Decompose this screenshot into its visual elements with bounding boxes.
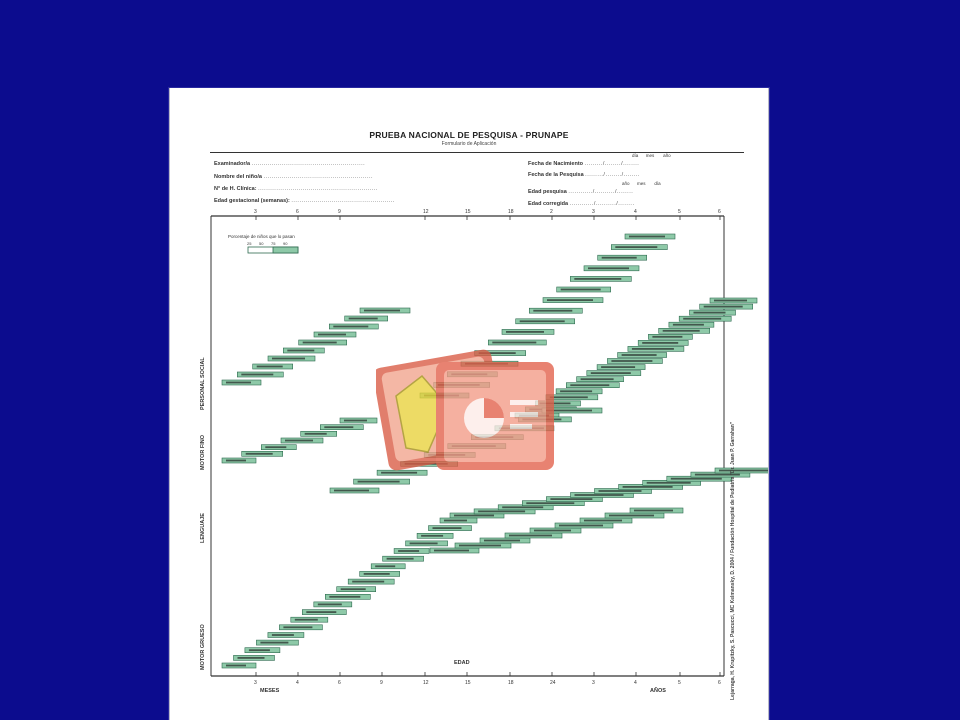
item-bar-label-stroke xyxy=(611,360,652,362)
date-header-top: día mes año xyxy=(632,153,671,158)
item-bar-label-stroke xyxy=(352,581,384,583)
age-percent-legend xyxy=(228,234,298,253)
item-bar-label-stroke xyxy=(547,299,593,301)
top-tick-label: 6 xyxy=(718,209,721,215)
axis-unit-meses: MESES xyxy=(260,688,280,694)
top-tick-label: 5 xyxy=(678,209,681,215)
item-bar-label-stroke xyxy=(673,324,704,326)
item-bar-label-stroke xyxy=(581,378,614,380)
bottom-tick-label: 12 xyxy=(423,680,429,686)
bottom-tick-label: 6 xyxy=(718,680,721,686)
item-bar-label-stroke xyxy=(226,382,251,384)
field-edad-pesquisa: Edad pesquisa ............/........../........ xyxy=(528,189,634,195)
item-bar-label-stroke xyxy=(444,520,467,522)
field-fecha-nacimiento: Fecha de Nacimiento ........./......../........ xyxy=(528,161,640,167)
item-bar-label-stroke xyxy=(238,657,265,659)
item-bar-label-stroke xyxy=(249,649,270,651)
item-bar-label-stroke xyxy=(324,426,353,428)
field-historia-clinica: N° de H. Clínica: ........................................................... xyxy=(214,186,378,192)
item-bar-label-stroke xyxy=(561,289,601,291)
item-bar-label-stroke xyxy=(647,482,691,484)
presentation-file-icon xyxy=(376,336,558,476)
watermark-line-1 xyxy=(510,400,538,405)
item-bar-label-stroke xyxy=(509,535,552,537)
item-bar-label-stroke xyxy=(433,527,462,529)
top-tick-label: 15 xyxy=(465,209,471,215)
bottom-tick-label: 24 xyxy=(550,680,556,686)
item-bar-label-stroke xyxy=(272,358,305,360)
field-fecha-pesquisa: Fecha de la Pesquisa ........./......../........ xyxy=(528,172,640,178)
item-bar-label-stroke xyxy=(478,511,525,513)
item-bar-label-stroke xyxy=(632,348,674,350)
item-bar-label-stroke xyxy=(588,267,629,269)
area-label-motor-fino: MOTOR FINO xyxy=(200,434,206,470)
item-bar-label-stroke xyxy=(502,506,543,508)
item-bar-label-stroke xyxy=(704,306,743,308)
top-tick-label: 12 xyxy=(423,209,429,215)
bottom-tick-marks xyxy=(254,672,721,686)
item-bar-label-stroke xyxy=(714,300,747,302)
top-tick-label: 4 xyxy=(634,209,637,215)
area-label-motor-grueso: MOTOR GRUESO xyxy=(200,624,206,670)
item-bar-label-stroke xyxy=(341,588,366,590)
item-bar-label-stroke xyxy=(454,515,494,517)
item-bar-label-stroke xyxy=(257,366,283,368)
item-bar-label-stroke xyxy=(260,642,288,644)
item-bar-label-stroke xyxy=(634,510,673,512)
area-label-lenguaje: LENGUAJE xyxy=(200,513,206,543)
top-tick-label: 3 xyxy=(254,209,257,215)
item-bar-label-stroke xyxy=(398,550,419,552)
item-bar-label-stroke xyxy=(334,490,369,492)
item-bar-label-stroke xyxy=(652,336,682,338)
item-bar-label-stroke xyxy=(719,470,768,472)
item-bar-label-stroke xyxy=(318,334,346,336)
bottom-tick-label: 4 xyxy=(634,680,637,686)
axis-title-edad: EDAD xyxy=(454,660,470,666)
item-bar-label-stroke xyxy=(550,498,592,500)
date-header-bottom: año mes día xyxy=(622,181,661,186)
document-title: PRUEBA NACIONAL DE PESQUISA - PRUNAPE xyxy=(369,130,569,140)
item-bar-label-stroke xyxy=(287,350,314,352)
item-bar-label-stroke xyxy=(364,310,400,312)
bottom-tick-label: 4 xyxy=(296,680,299,686)
legend-tick-25: 25 xyxy=(247,241,252,246)
item-bar-label-stroke xyxy=(364,573,390,575)
item-bar-label-stroke xyxy=(387,558,414,560)
item-bar-label-stroke xyxy=(421,535,443,537)
top-tick-label: 9 xyxy=(338,209,341,215)
bottom-tick-label: 3 xyxy=(254,680,257,686)
item-bar-label-stroke xyxy=(303,342,337,344)
item-bar-label-stroke xyxy=(560,390,592,392)
item-bar-label-stroke xyxy=(283,626,312,628)
item-bar-label-stroke xyxy=(683,318,721,320)
axis-unit-anos: AÑOS xyxy=(650,688,666,694)
legend-tick-50: 50 xyxy=(259,241,264,246)
item-bar-label-stroke xyxy=(694,312,726,314)
item-bar-label-stroke xyxy=(272,634,294,636)
top-tick-label: 6 xyxy=(296,209,299,215)
legend-tick-75: 75 xyxy=(271,241,276,246)
item-bar-label-stroke xyxy=(506,331,544,333)
item-bar-label-stroke xyxy=(459,545,501,547)
watermark-line-3 xyxy=(510,424,532,429)
item-bar-label-stroke xyxy=(484,540,520,542)
item-bar-label-stroke xyxy=(434,550,469,552)
item-bar-label-stroke xyxy=(358,481,400,483)
item-bar-label-stroke xyxy=(609,515,654,517)
item-bar-label-stroke xyxy=(410,543,438,545)
area-label-personal-social: PERSONAL SOCIAL xyxy=(200,357,206,410)
legend-bar-fill xyxy=(273,247,298,253)
item-bar-label-stroke xyxy=(285,440,313,442)
item-bar-label-stroke xyxy=(226,665,246,667)
item-bar-label-stroke xyxy=(602,257,637,259)
item-bar-label-stroke xyxy=(599,490,642,492)
document-subtitle: Formulario de Aplicación xyxy=(441,141,497,147)
top-tick-label: 18 xyxy=(508,209,514,215)
item-bar-label-stroke xyxy=(534,530,571,532)
bottom-tick-label: 18 xyxy=(508,680,514,686)
item-bar-label-stroke xyxy=(246,453,273,455)
item-bar-label-stroke xyxy=(349,318,378,320)
item-bar-label-stroke xyxy=(305,433,327,435)
field-edad-gestacional: Edad gestacional (semanas): ................................................... xyxy=(214,198,395,204)
item-bar-label-stroke xyxy=(375,565,395,567)
field-edad-corregida: Edad corregida ............/........../........ xyxy=(528,201,635,207)
item-bar-label-stroke xyxy=(642,342,678,344)
item-bar-label-stroke xyxy=(344,420,367,422)
item-bar-label-stroke xyxy=(526,502,574,504)
bottom-tick-label: 5 xyxy=(678,680,681,686)
item-bar-label-stroke xyxy=(574,278,621,280)
top-tick-label: 2 xyxy=(550,209,553,215)
item-bar-label-stroke xyxy=(629,236,665,238)
top-tick-marks xyxy=(254,209,721,220)
item-bar-label-stroke xyxy=(584,520,622,522)
bottom-tick-label: 6 xyxy=(338,680,341,686)
item-bar-label-stroke xyxy=(623,486,673,488)
legend-tick-90: 90 xyxy=(283,241,288,246)
item-bar-label-stroke xyxy=(622,354,657,356)
item-bar-label-stroke xyxy=(295,619,318,621)
item-bar-label-stroke xyxy=(265,446,286,448)
legend-title: Porcentaje de niños que lo pasan xyxy=(228,234,295,239)
item-bar-label-stroke xyxy=(226,460,246,462)
item-bar-label-stroke xyxy=(601,366,635,368)
field-nombre: Nombre del niño/a ...................................................... xyxy=(214,174,374,180)
credit-text: Lejarraga, H. Krupitzky, S. Pascucci, MC Kelmansky, D. 2004 / Fundación Hospital de Pediatría "Dr. Juan P. Garrahan" xyxy=(730,421,736,700)
item-bar-label-stroke xyxy=(575,494,624,496)
item-bar-label-stroke xyxy=(570,384,609,386)
item-bar-label-stroke xyxy=(671,478,722,480)
item-bar-label-stroke xyxy=(615,246,657,248)
item-bar-label-stroke xyxy=(318,604,342,606)
item-bar-label-stroke xyxy=(329,596,360,598)
field-examinador: Examinador/a ........................................................ xyxy=(214,161,366,167)
item-bar-label-stroke xyxy=(591,372,631,374)
bottom-tick-label: 9 xyxy=(380,680,383,686)
item-bar-label-stroke xyxy=(306,611,336,613)
bottom-tick-label: 15 xyxy=(465,680,471,686)
item-bar-label-stroke xyxy=(559,525,603,527)
watermark-line-2 xyxy=(510,412,538,417)
item-bar-label-stroke xyxy=(333,326,368,328)
item-bar-label-stroke xyxy=(533,310,572,312)
top-tick-label: 3 xyxy=(592,209,595,215)
item-bar-label-stroke xyxy=(241,374,273,376)
item-bar-label-stroke xyxy=(520,320,565,322)
item-bar-label-stroke xyxy=(663,330,700,332)
bottom-tick-label: 3 xyxy=(592,680,595,686)
